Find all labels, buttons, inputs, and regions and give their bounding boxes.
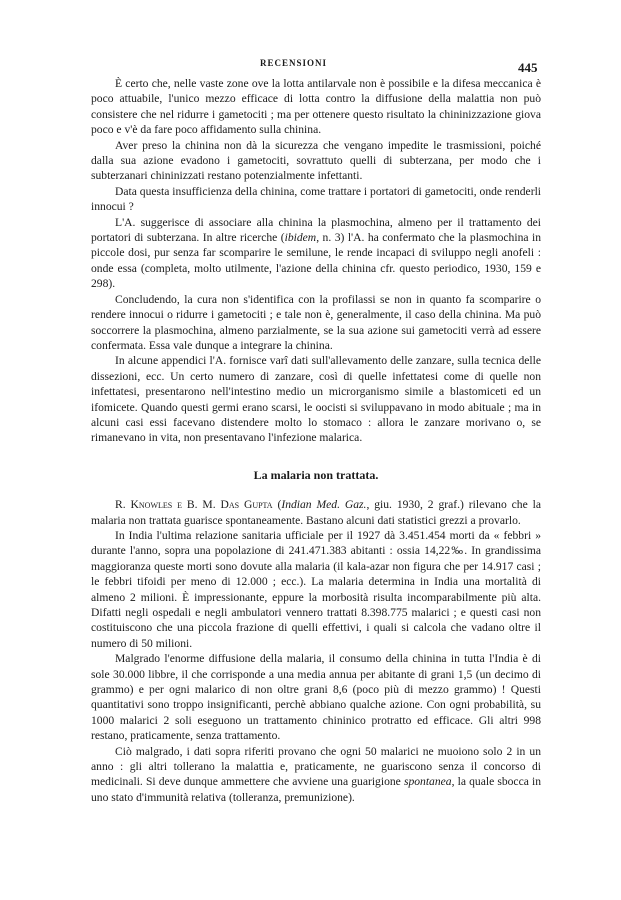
review-intro-rest: , giu. 1930, 2 graf.) rilevano che la malaria non trattata guarisce spontaneamente. Bastano alcuni dati statistici grezzi a provarlo. [91,498,541,527]
paragraph-1: È certo che, nelle vaste zone ove la lotta antilarvale non è possibile e la difesa meccanica è poco attuabile, l'unico mezzo efficace di lotta contro la diffusione della malattia non può consistere che nel ridurre i gametociti ; ma per ottenere questo risultato la chininizzazione giova poco e v'è da fare poco affidamento sulla chinina. [91,77,541,137]
closing-pre: Ciò malgrado, i dati sopra riferiti provano che ogni 50 malarici ne muoiono solo 2 in un anno : gli altri tollerano la malattia e, praticamente, ne guariscono senza il concorso di medicinali. Si deve dunque ammettere che avviene una guarigione [91,744,541,789]
body-text [91,76,541,805]
paragraph-3: Data questa insufficienza della chinina, come trattare i portatori di gametociti, onde renderli innocui ? [91,184,542,214]
review-intro [91,497,541,528]
paragraph-6: In alcune appendici l'A. fornisce varî dati sull'allevamento delle zanzare, sulla tecnica delle dissezioni, ecc. Un certo numero di zanzare, così di quelle infettatesi come di quelle non infettatesi, presentarono nell'intestino medio un microrganismo simile a blastomiceti ed un ifomicete. Quando questi germi erano scarsi, le oocisti si sviluppavano in modo abituale ; ma in alcuni casi essi facevano distendere molto lo stomaco : allora le zanzare morivano o, se rimanevano in vita, non presentavano l'infezione malarica. [91,354,541,445]
review-open-paren: ( [272,498,282,512]
paragraph-5: Concludendo, la cura non s'identifica con la profilassi se non in quanto fa scomparire o rendere innocui o ridurre i gametociti ; e tale non è, generalmente, il caso della chinina. Ma può soccorrere la plasmochina, almeno parzialmente, se la sua azione sui gametociti verrà ad essere confermata. Essa vale dunque a integrare la chinina. [91,292,541,352]
paragraph-quinine: Malgrado l'enorme diffusione della malaria, il consumo della chinina in tutta l'India è di sole 30.000 libbre, il che corrisponde a una media annua per abitante di grani 1,5 (un decimo di grammo) e per ogni malarico di non oltre grani 8,6 (poco più di mezzo grammo) ! Questi quantitativi sono troppo insignificanti, perchè abbiano qualche azione. Con ogni probabilità, su 1000 malarici 2 soli eseguono un trattamento chininico protratto ed efficace. Gli altri 998 restano, praticamente, senza trattamento. [91,652,541,743]
page-number: 445 [518,60,538,75]
paragraph-closing [91,744,541,806]
paragraph-4-pre: L'A. suggerisce di associare alla chinina la plasmochina, almeno per il trattamento dei portatori di subterzana. In altre ricerche ( [91,215,541,245]
paragraph-4-citation: ibidem [284,231,317,245]
running-head: RECENSIONI [260,58,328,68]
paragraph-4 [91,215,541,292]
paragraph-india-stats: In India l'ultima relazione sanitaria ufficiale per il 1927 dà 3.451.454 morti da « febbri » durante l'anno, sopra una popolazione di 241.471.383 abitanti : ossia 14,22‰. In grandissima maggioranza queste morti sono dovute alla malaria (il kala-azar non figura che per 14.917 casi ; le febbri tifoidi per meno di 12.000 ; ecc.). La malaria determina in India una mortalità di almeno 2 milioni. È impressionante, eppure la morbosità risulta incomparabilmente più alta. Difatti negli ospedali e negli ambulatori vennero trattati 8.398.775 malarici ; e questi casi non costituiscono che una piccola frazione di quelli effettivi, i quali si calcola che vadano oltre il numero di 50 milioni. [91,528,541,650]
paragraph-4-post: , n. 3) l'A. ha confermato che la plasmochina in piccole dosi, pur senza far scomparire le semilune, le rende incapaci di sviluppo negli anofeli : onde essa (completa, molto utilmente, l'azione della chinina cfr. questo periodico, 1930, 159 e 298). [91,231,541,291]
closing-post: , la quale sbocca in uno stato d'immunità relativa (tolleranza, premunizione). [91,775,542,804]
review-journal: Indian Med. Gaz. [281,498,367,512]
closing-emphasis: spontanea [403,775,452,789]
review-authors: R. Knowles e B. M. Das Gupta [115,498,273,512]
paragraph-2: Aver preso la chinina non dà la sicurezza che vengano impedite le trasmissioni, poiché dalla sua azione evadono i gametociti, sovrattuto quelli di subterzana, per modo che i subterzanari chininizzati restano potenzialmente infettanti. [91,138,541,183]
section-heading: La malaria non trattata. [253,467,379,482]
